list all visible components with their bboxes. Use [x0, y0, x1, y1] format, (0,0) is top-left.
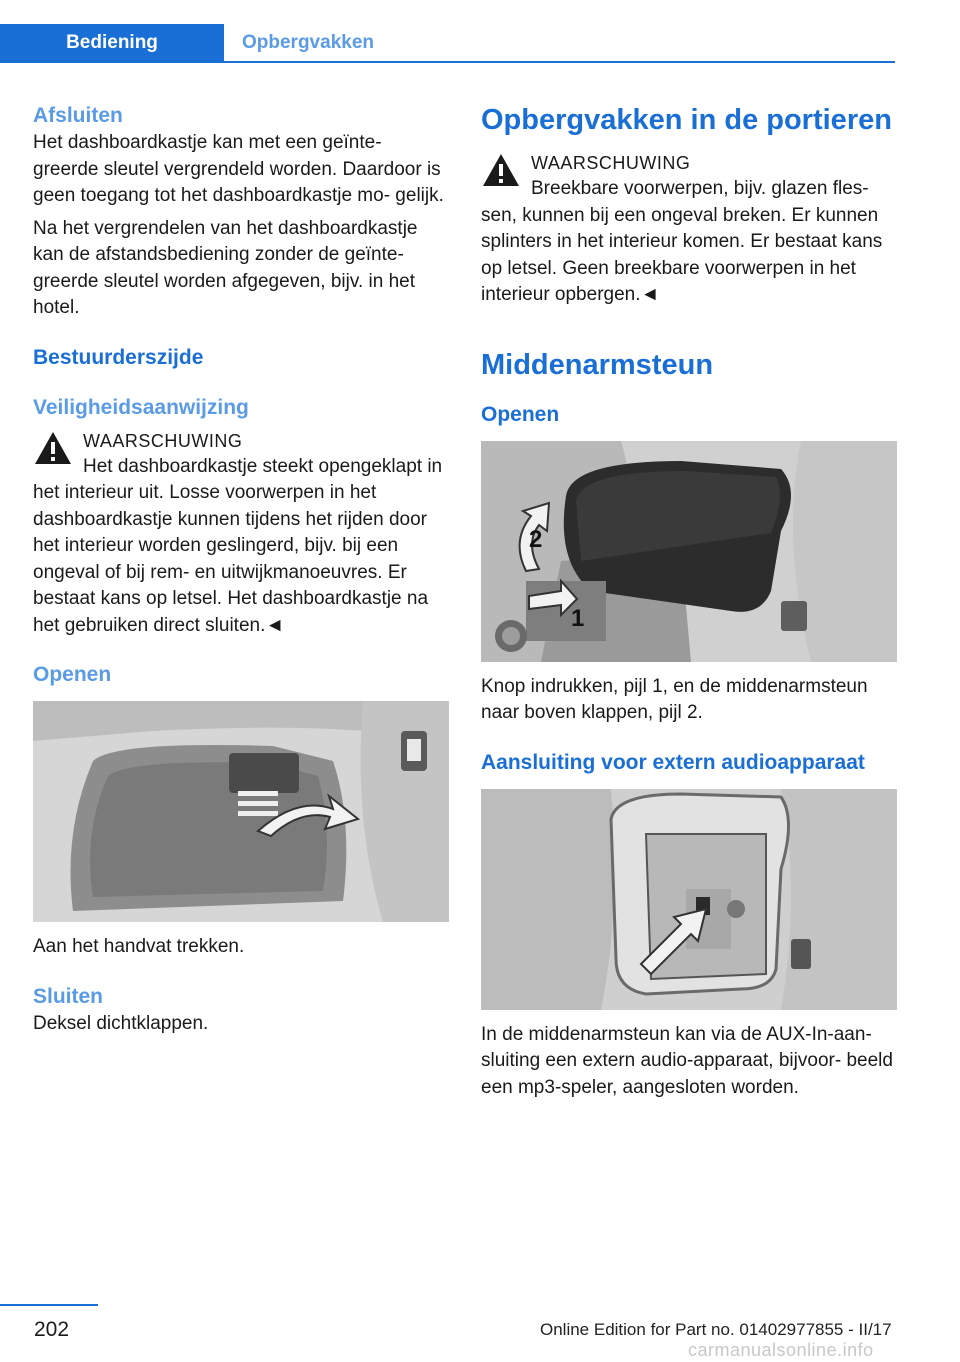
- caption-armsteun: Knop indrukken, pijl 1, en de middenarmsteun naar boven klappen, pijl 2.: [481, 675, 868, 723]
- warning-title: WAARSCHUWING: [83, 430, 243, 451]
- armrest-photo: [481, 441, 897, 662]
- arrow-label-2: 2: [529, 525, 543, 553]
- section-title-veiligheidsaanwijzing: Veiligheidsaanwijzing: [33, 395, 249, 419]
- section-title-openen-armsteun: Openen: [481, 402, 560, 426]
- caption-aux: In de middenarmsteun kan via de AUX-In-aan- sluiting een extern audio-apparaat, bijvoor- beeld een mp3-speler, aangesloten worden.: [481, 1023, 893, 1098]
- section-title-afsluiten: Afsluiten: [33, 104, 123, 127]
- edition-info: Online Edition for Part no. 01402977855 - II/17: [540, 1320, 892, 1339]
- aux-photo: [481, 789, 897, 1010]
- warning-triangle-icon: [481, 152, 521, 188]
- section-title-middenarmsteun: Middenarmsteun: [481, 348, 714, 381]
- footer-divider: [0, 1304, 98, 1306]
- warning-title: WAARSCHUWING: [531, 153, 691, 173]
- paragraph-afsluiten-1: Het dashboardkastje kan met een geïnte- greerde sleutel vergrendeld worden. Daardoor is geen toegang tot het dashboardkastje mo- gelijk.: [33, 132, 444, 206]
- section-title-bestuurderszijde: Bestuurderszijde: [33, 345, 204, 369]
- warning-text: Het dashboardkastje steekt opengeklapt in het interieur uit. Losse voorwerpen in het dashboardkastje kunnen tijdens het rijden door het interieur worden geslingerd, bijv. bij een ongeval of bij rem- en uitwijkmanoeuvres. Er bestaat kans op letsel. Het dashboardkastje na het gebruiken direct sluiten.◄: [33, 455, 443, 636]
- tab-bediening[interactable]: Bediening: [0, 24, 224, 62]
- section-title-aux: Aansluiting voor extern audioapparaat: [481, 750, 865, 774]
- warning-triangle-icon: [33, 430, 73, 466]
- section-title-portieren: Opbergvakken in de portieren: [481, 104, 892, 136]
- arrow-label-1: 1: [571, 604, 585, 632]
- warning-text: Breekbare voorwerpen, bijv. glazen fles- sen, kunnen bij een ongeval breken. Er kunnen splinters in het interieur komen. Er bestaat kans op letsel. Geen breekbare voorwerpen in het interieur opbergen.◄: [481, 178, 883, 305]
- section-title-sluiten: Sluiten: [33, 984, 104, 1008]
- section-title-openen: Openen: [33, 663, 112, 686]
- paragraph-afsluiten-2: Na het vergrendelen van het dashboardkastje kan de afstandsbediening zonder de geïnte- greerde sleutel worden afgegeven, bijv. in het hotel.: [33, 217, 418, 318]
- left-column: [33, 100, 449, 1037]
- right-column: [481, 100, 897, 1101]
- watermark: carmanualsonline.info: [688, 1340, 874, 1360]
- paragraph-sluiten: Deksel dichtklappen.: [33, 1012, 209, 1034]
- header-tabs: [0, 24, 374, 62]
- warning-block-portieren: [481, 150, 897, 309]
- page-number: 202: [34, 1318, 70, 1341]
- tab-opbergvakken[interactable]: Opbergvakken: [242, 32, 374, 53]
- caption-openen: Aan het handvat trekken.: [33, 936, 245, 957]
- glovebox-photo: [33, 701, 449, 922]
- warning-block-dashboard: [33, 428, 449, 640]
- header-divider: [0, 61, 895, 63]
